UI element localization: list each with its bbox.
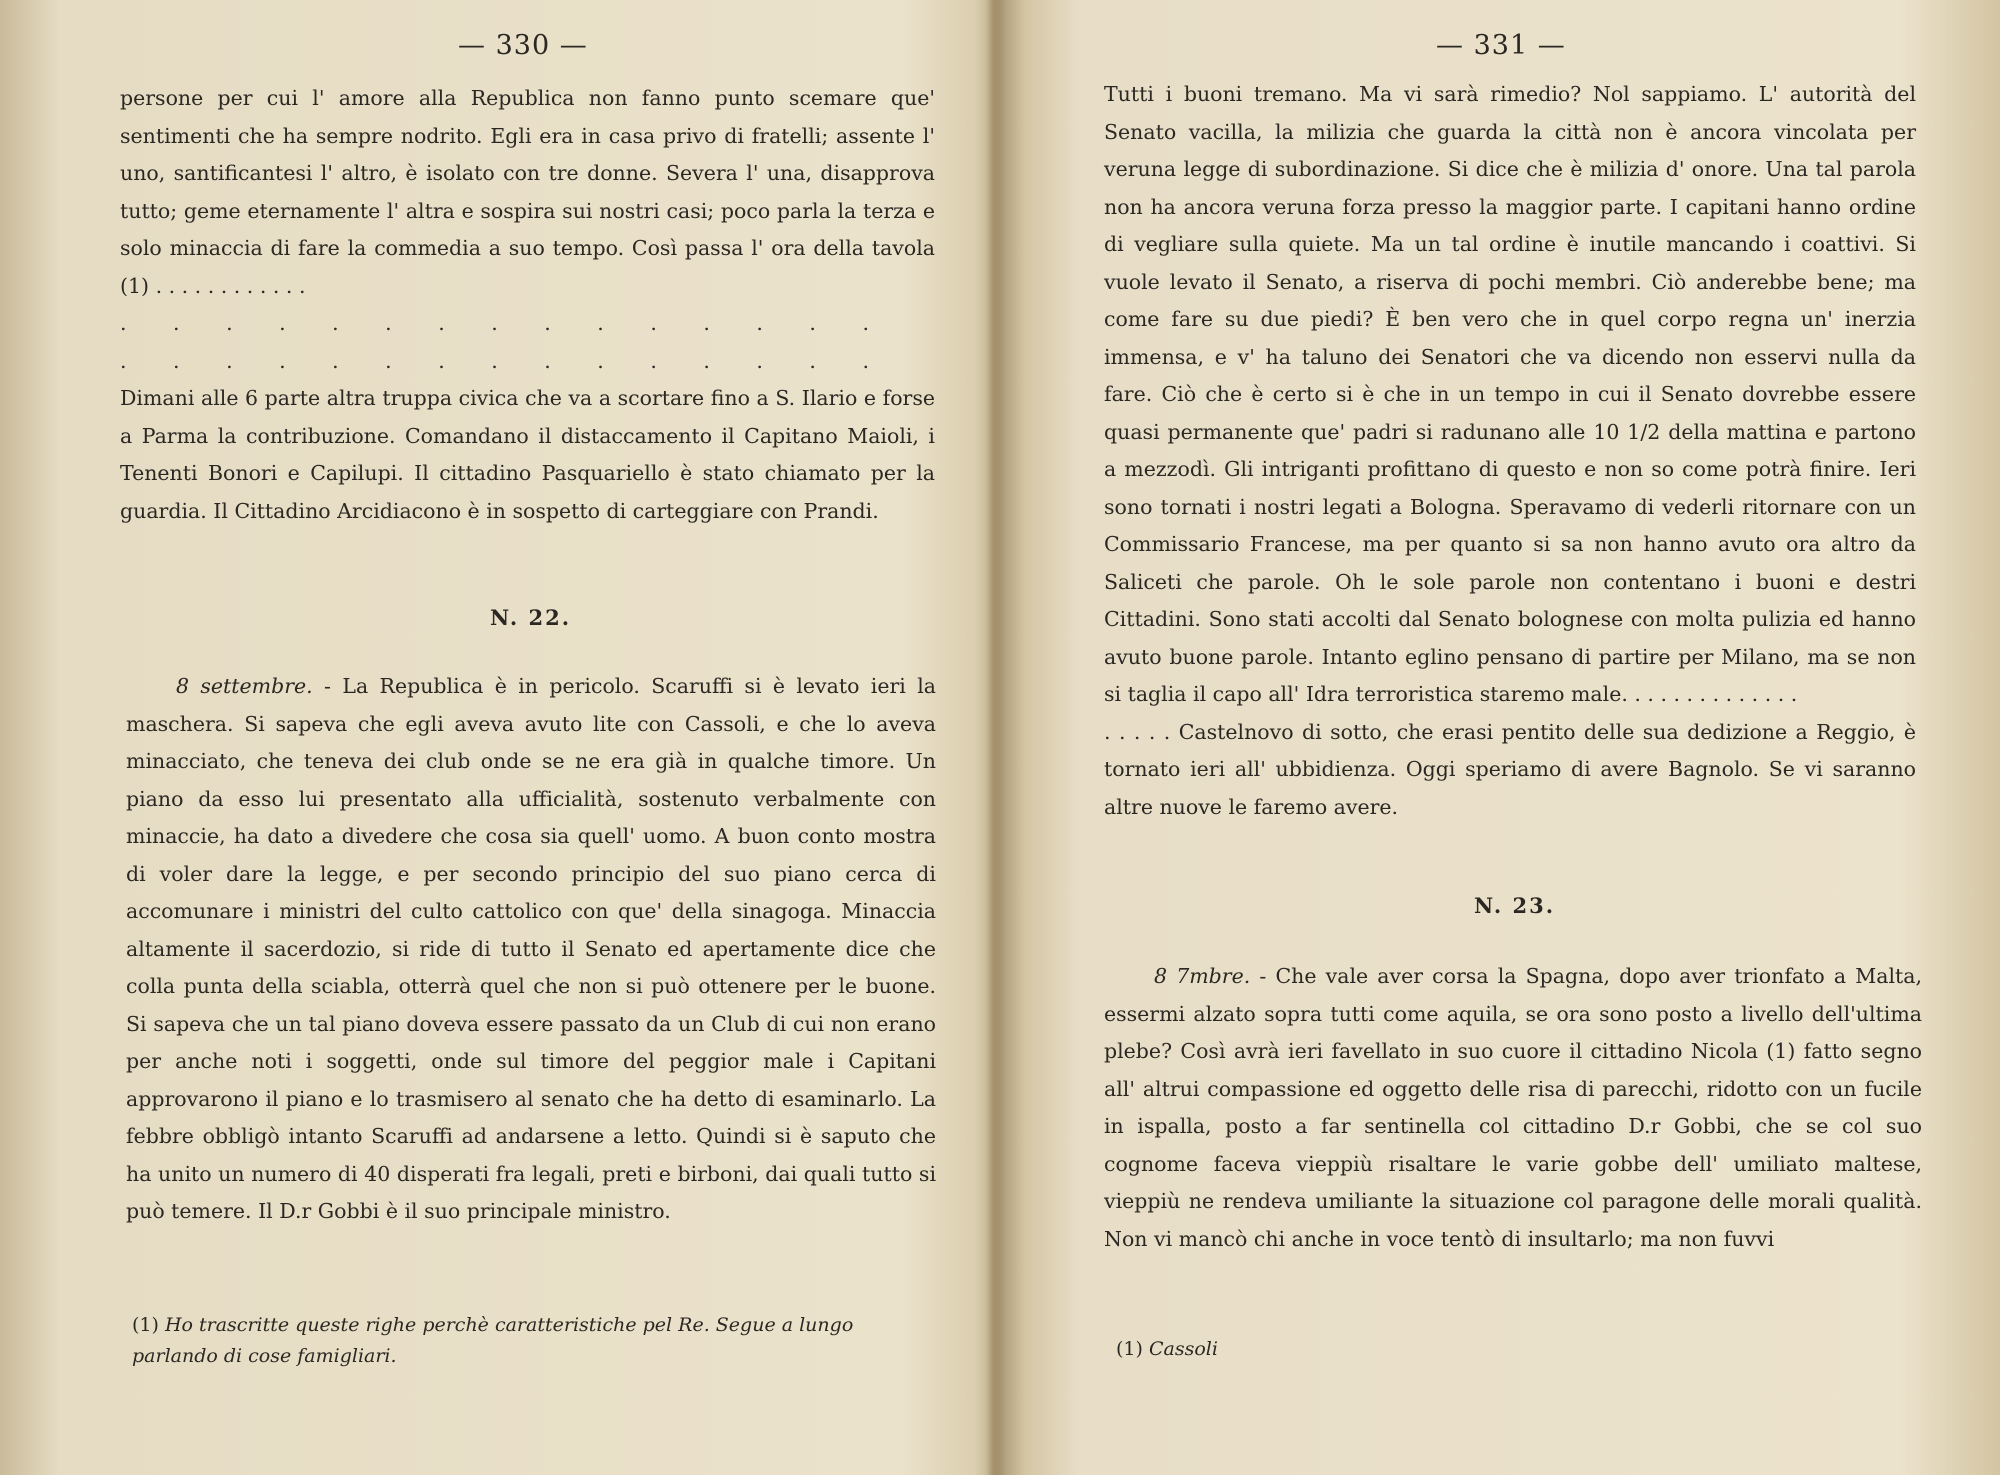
ellipsis-dots: . . . . . . . . . . . . . . . <box>120 311 889 335</box>
ellipsis-dots: . . . . . . . . . . . . <box>155 273 306 298</box>
paragraph-text: persone per cui l' amore alla Republica non fanno punto scemare que' sentimenti che ha sempre nodrito. Egli era in casa privo di fratelli; assente l' uno, santificantesi l' altro, è isolato con tre donne. Severa l' una, disapprova tutto; geme eternamente l' altra e sospira sui nostri casi; poco parla la terza e solo minaccia di fare la commedia a suo tempo. Così passa l' ora della tavola (1) <box>120 86 935 298</box>
right-page <box>1000 0 2000 1475</box>
entry-paragraph <box>126 668 936 1231</box>
entry-heading: N. 23. <box>1474 893 1556 918</box>
entry-body: - Che vale aver corsa la Spagna, dopo aver trionfato a Malta, essermi alzato sopra tutti come aquila, se ora sono posto a livello dell'ultima plebe? Così avrà ieri favellato in suo cuore il cittadino Nicola (1) fatto segno all' altrui compassione ed oggetto delle risa di parecchi, ridotto con un fucile in ispalla, posto a far sentinella col cittadino D.r Gobbi, che se col suo cognome faceva vieppiù risaltare le varie gobbe dell' umiliato maltese, vieppiù ne rendeva umiliante la situazione col paragone delle morali qualità. Non vi mancò chi anche in voce tentò di insultarlo; ma non fuvvi <box>1104 964 1922 1251</box>
entry-text <box>126 668 936 1231</box>
ellipsis-dots: . . . . . <box>1104 719 1171 744</box>
ellipsis-dots: . . . . . . . . . . . . . <box>1627 682 1798 706</box>
footnote-mark: (1) <box>132 1314 159 1336</box>
entry-body: - La Republica è in pericolo. Scaruffi si è levato ieri la maschera. Si sapeva che egli aveva avuto lite con Cassoli, e che lo aveva minacciato, che teneva dei club onde se ne era già in qualche timore. Un piano da esso lui presentato alla ufficialità, sostenuto verbalmente con minaccie, ha dato a divedere che cosa sia quell' uomo. A buon conto mostra di voler dare la legge, e per secondo principio del suo piano cerca di accomunare i ministri del culto cattolico con que' della sinagoga. Minaccia altamente il sacerdozio, si ride di tutto il Senato ed apertamente dice che colla punta della sciabla, otterrà quel che non si può ottenere per le buone. Si sapeva che un tal piano doveva essere passato da un Club di cui non erano per anche noti i soggetti, onde sul timore del peggior male i Capitani approvarono il piano e lo trasmisero al senato che ha detto di esaminarlo. La febbre obbligò intanto Scaruffi ad andarsene a letto. Quindi si è saputo che ha unito un numero di 40 disperati fra legali, preti e birboni, dai quali tutto si può temere. Il D.r Gobbi è il suo principale ministro. <box>126 674 936 1223</box>
footnote <box>1116 1334 1616 1365</box>
entry-date: 8 7mbre. <box>1154 964 1251 988</box>
footnote <box>132 1310 942 1372</box>
paragraph-2: Dimani alle 6 parte altra truppa civica che va a scortare fino a S. Ilario e forse a Parma la contribuzione. Comandano il distaccamento il Capitano Maioli, i Tenenti Bonori e Capilupi. Il cittadino Pasquariello è stato chiamato per la guardia. Il Cittadino Arcidiacono è in sospetto di carteggiare con Prandi. <box>120 386 935 523</box>
paragraph-text: Castelnovo di sotto, che erasi pentito delle sua dedizione a Reggio, è tornato ieri all' ubbidienza. Oggi speriamo di avere Bagnolo. Se vi saranno altre nuove le faremo avere. <box>1104 719 1916 819</box>
entry-text <box>1104 958 1922 1258</box>
paragraph-1 <box>120 80 935 305</box>
paragraph-2 <box>1104 714 1916 827</box>
footnote-mark: (1) <box>1116 1338 1143 1360</box>
page-number: — 330 — <box>458 30 588 61</box>
footnote-text: Ho trascritte queste righe perchè caratteristiche pel Re. Segue a lungo parlando di cose famigliari. <box>132 1314 854 1367</box>
left-page <box>0 0 990 1475</box>
body-text <box>120 80 935 530</box>
body-text <box>1104 76 1916 826</box>
entry-paragraph <box>1104 958 1922 1258</box>
page-number: — 331 — <box>1436 30 1566 61</box>
paragraph-text: Tutti i buoni tremano. Ma vi sarà rimedio? Nol sappiamo. L' autorità del Senato vacilla, la milizia che guarda la città non è ancora vincolata per veruna legge di subordinazione. Si dice che è milizia d' onore. Una tal parola non ha ancora veruna forza presso la maggior parte. I capitani hanno ordine di vegliare sulla quiete. Ma un tal ordine è inutile mancando i coattivi. Si vuole levato il Senato, a riserva di pochi membri. Ciò anderebbe bene; ma come fare su due piedi? È ben vero che in quel corpo regna un' inerzia immensa, e v' ha taluno dei Senatori che va dicendo non esservi nulla da fare. Ciò che è certo si è che in un tempo in cui il Senato dovrebbe essere quasi permanente que' padri si radunano alle 10 1/2 della mattina e partono a mezzodì. Gli intriganti profittano di questo e non so come potrà finire. Ieri sono tornati i nostri legati a Bologna. Speravamo di vederli ritornare con un Commissario Francese, ma per quanto si sa non hanno avuto ora altro da Saliceti che parole. Oh le sole parole non contentano i buoni e destri Cittadini. Sono stati accolti dal Senato bolognese con molta pulizia ed hanno avuto buone parole. Intanto eglino pensano di partire per Milano, ma se non si taglia il capo all' Idra terroristica staremo male. <box>1104 82 1916 706</box>
entry-date: 8 settembre. <box>176 674 313 698</box>
footnote-text: Cassoli <box>1142 1338 1218 1360</box>
paragraph-1 <box>1104 76 1916 714</box>
entry-heading: N. 22. <box>490 605 572 630</box>
ellipsis-dots: . . . . . . . . . . . . . . . <box>120 348 889 373</box>
